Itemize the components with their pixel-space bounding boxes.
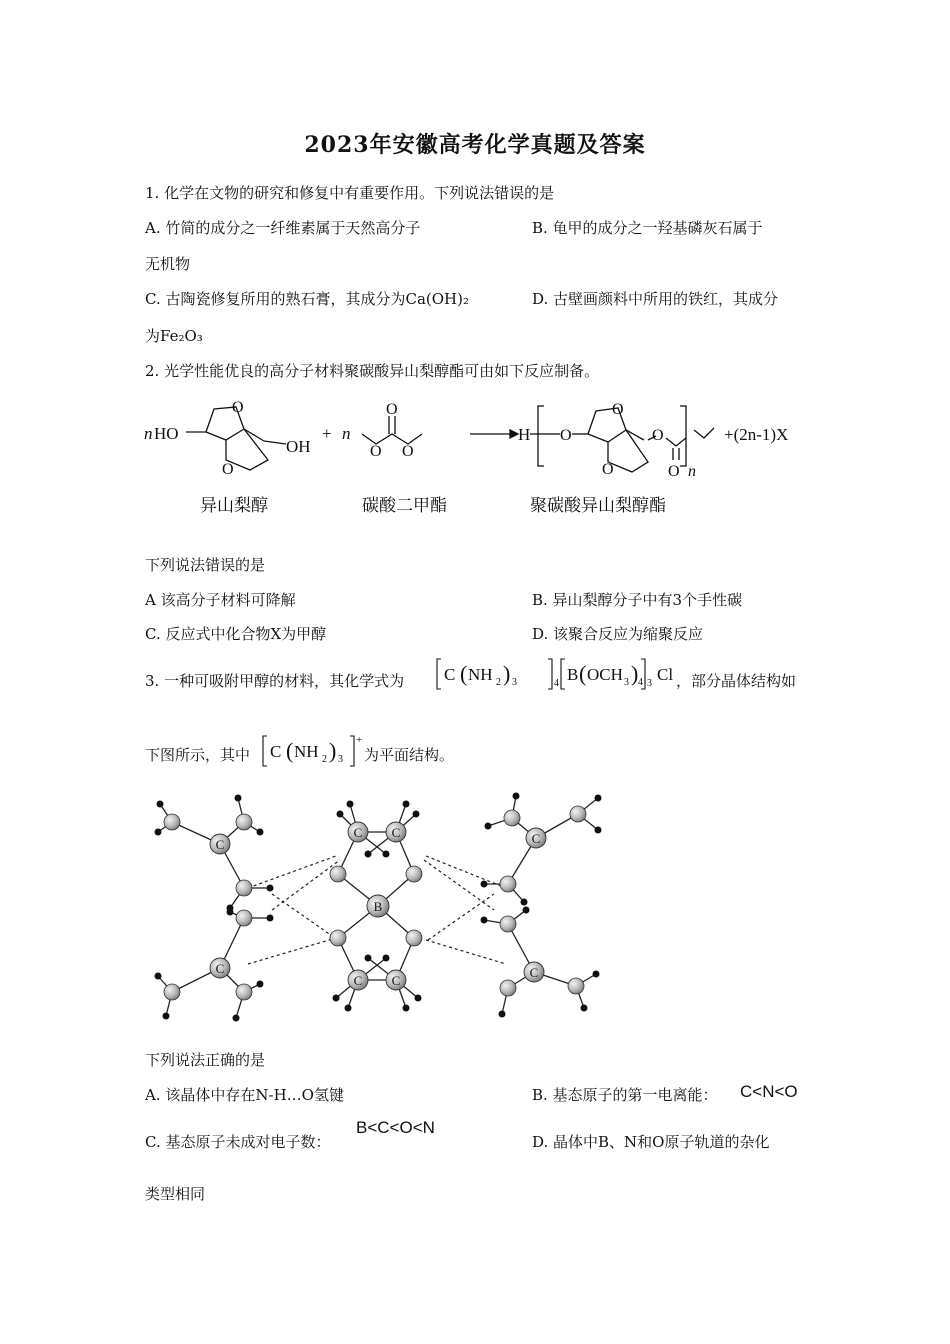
ring-o-label: O xyxy=(232,399,244,416)
coef-n: n xyxy=(144,424,153,443)
formula-b: B xyxy=(567,665,579,684)
sub-4: 4 xyxy=(638,677,643,688)
formula-c: C xyxy=(444,665,456,684)
q2-option-b: B. 异山梨醇分子中有3个手性碳 xyxy=(532,591,743,609)
q3-option-b-formula: C<N<O xyxy=(740,1082,798,1101)
q1-option-c: C. 古陶瓷修复所用的熟石膏，其成分为Ca(OH)₂ xyxy=(145,290,469,308)
q3-option-c: C. 基态原子未成对电子数： xyxy=(145,1133,331,1151)
polymer-o: O xyxy=(560,427,572,444)
paren: ) xyxy=(329,738,337,763)
sub-4: 4 xyxy=(554,678,559,689)
paren: ) xyxy=(631,661,639,686)
formula-och: OCH xyxy=(587,665,623,684)
carbonate-o: O xyxy=(370,443,382,460)
reaction-labels xyxy=(144,399,788,480)
formula-nh: NH xyxy=(294,742,319,761)
name-isosorbide: 异山梨醇 xyxy=(200,496,268,516)
atom-c-label: C xyxy=(215,837,225,852)
carbonate-o: O xyxy=(386,401,398,418)
charge-plus: + xyxy=(356,734,363,746)
q3-stem-pre: 3. 一种可吸附甲醇的材料，其化学式为 xyxy=(145,672,405,690)
atom-c-label: C xyxy=(391,973,401,988)
coef-n: n xyxy=(342,424,351,443)
paren: ( xyxy=(460,661,468,686)
atom-c-label: C xyxy=(531,831,541,846)
byproduct-label: +(2n-1)X xyxy=(724,425,789,444)
plus-sign: + xyxy=(322,424,332,443)
ho-label: HO xyxy=(154,424,179,443)
polymer-o: O xyxy=(612,401,624,418)
q3-option-c-formula: B<C<O<N xyxy=(356,1118,435,1137)
q3-line2-post: 为平面结构。 xyxy=(364,746,455,764)
name-dimethyl-carbonate: 碳酸二甲酯 xyxy=(362,496,447,516)
atom-c-label: C xyxy=(391,825,401,840)
paren: ) xyxy=(503,661,511,686)
q1-option-b-cont: 无机物 xyxy=(145,255,191,273)
sub-3: 3 xyxy=(624,677,629,688)
q2-stem: 2. 光学性能优良的高分子材料聚碳酸异山梨醇酯可由如下反应制备。 xyxy=(145,362,600,380)
atom-c-label: C xyxy=(353,973,363,988)
chemical-formula xyxy=(436,656,686,692)
q2-option-d: D. 该聚合反应为缩聚反应 xyxy=(532,625,704,643)
crystal-structure xyxy=(150,788,615,1023)
formula-nh: NH xyxy=(468,665,493,684)
q1-option-b: B. 龟甲的成分之一羟基磷灰石属于 xyxy=(532,219,763,237)
sub-2: 2 xyxy=(496,677,501,688)
polymer-o: O xyxy=(668,463,680,480)
sub-n: n xyxy=(688,463,696,480)
sub-3: 3 xyxy=(338,754,343,765)
atom-c-label: C xyxy=(215,961,225,976)
q1-option-d-cont: 为Fe₂O₃ xyxy=(145,327,203,345)
paren: ( xyxy=(579,661,587,686)
q2-option-c: C. 反应式中化合物X为甲醇 xyxy=(145,625,327,643)
q3-option-d-cont: 类型相同 xyxy=(145,1185,206,1203)
name-polymer: 聚碳酸异山梨醇酯 xyxy=(530,496,666,516)
atom-b-label: B xyxy=(373,899,383,914)
q3-ask: 下列说法正确的是 xyxy=(145,1051,266,1069)
carbonate-o: O xyxy=(402,443,414,460)
sub-3: 3 xyxy=(512,677,517,688)
page-title: 2023年安徽高考化学真题及答案 xyxy=(304,132,646,158)
atom-c-label: C xyxy=(529,965,539,980)
polymer-o: O xyxy=(602,461,614,478)
cation-formula xyxy=(262,733,368,769)
atom-c-label: C xyxy=(353,825,363,840)
q1-option-a: A. 竹简的成分之一纤维素属于天然高分子 xyxy=(145,219,421,237)
q1-stem: 1. 化学在文物的研究和修复中有重要作用。下列说法错误的是 xyxy=(145,184,555,202)
formula-c: C xyxy=(270,742,282,761)
q1-option-d: D. 古壁画颜料中所用的铁红，其成分 xyxy=(532,290,779,308)
paren: ( xyxy=(286,738,294,763)
q2-ask: 下列说法错误的是 xyxy=(145,556,266,574)
sub-3: 3 xyxy=(647,678,652,689)
h-label: H xyxy=(518,425,531,444)
ring-o-label: O xyxy=(222,461,234,478)
q3-stem-post: ，部分晶体结构如 xyxy=(676,672,797,690)
polymer-o: O xyxy=(652,427,664,444)
q3-option-d: D. 晶体中B、N和O原子轨道的杂化 xyxy=(532,1133,770,1151)
q2-option-a: A 该高分子材料可降解 xyxy=(145,591,296,609)
q3-option-a: A. 该晶体中存在N-H…O氢键 xyxy=(145,1086,344,1104)
oh-label: OH xyxy=(286,437,311,456)
sub-2: 2 xyxy=(322,754,327,765)
q3-line2-pre: 下图所示，其中 xyxy=(145,746,251,764)
formula-cl: Cl xyxy=(657,665,674,684)
q3-option-b: B. 基态原子的第一电离能： xyxy=(532,1086,718,1104)
